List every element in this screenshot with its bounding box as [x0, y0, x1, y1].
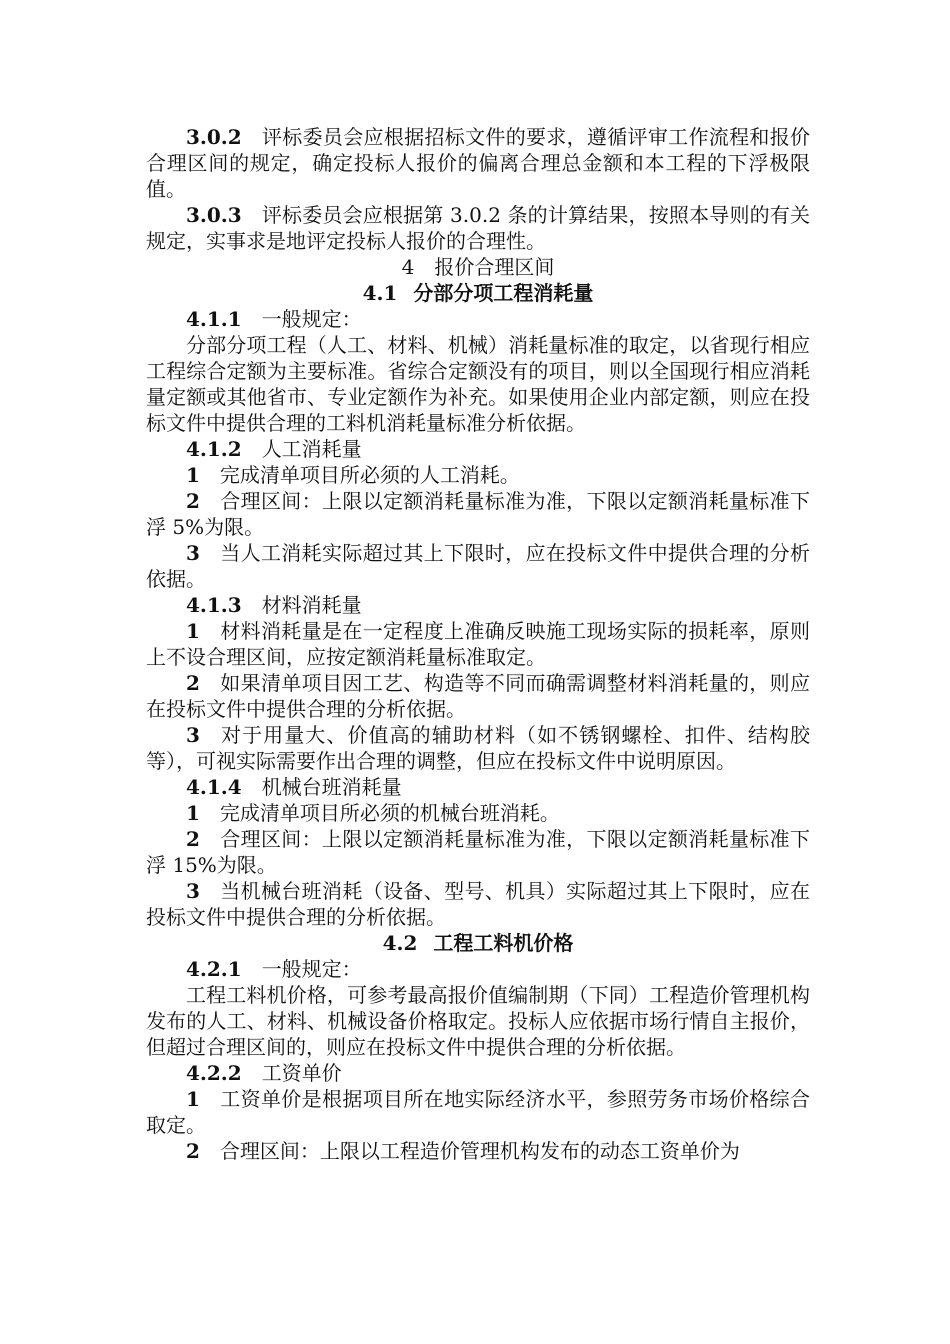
clause-text: 一般规定：: [261, 957, 362, 981]
clause-text: 完成清单项目所必须的人工消耗。: [219, 463, 520, 487]
clause-text: 材料消耗量是在一定程度上准确反映施工现场实际的损耗率，原则上不设合理区间，应按定额消耗量标准取定。: [146, 619, 810, 669]
clause-paragraph: [146, 1086, 810, 1138]
clause-text: 合理区间：上限以定额消耗量标准为准，下限以定额消耗量标准下浮 5%为限。: [146, 489, 810, 539]
clause-number: 4.2.2: [186, 1061, 242, 1085]
clause-number: 3.0.3: [186, 203, 242, 227]
clause-paragraph: [146, 332, 810, 436]
clause-text: 当机械台班消耗（设备、型号、机具）实际超过其上下限时，应在投标文件中提供合理的分析依据。: [146, 879, 810, 929]
clause-text: 材料消耗量: [261, 593, 362, 617]
clause-number: 3.0.2: [186, 125, 242, 149]
clause-paragraph: [146, 592, 810, 618]
clause-number: 3: [186, 723, 200, 747]
clause-number: 2: [186, 671, 200, 695]
clause-number: 1: [186, 619, 200, 643]
clause-paragraph: [146, 982, 810, 1060]
clause-number: 4.2.1: [186, 957, 242, 981]
clause-paragraph: [146, 826, 810, 878]
clause-text: 完成清单项目所必须的机械台班消耗。: [219, 801, 560, 825]
clause-paragraph: [146, 878, 810, 930]
clause-number: 2: [186, 827, 200, 851]
clause-text: 分部分项工程消耗量: [413, 281, 594, 305]
clause-number: 1: [186, 1087, 200, 1111]
clause-text: 合理区间：上限以定额消耗量标准为准，下限以定额消耗量标准下浮 15%为限。: [146, 827, 810, 877]
clause-paragraph: [146, 488, 810, 540]
clause-text: 工资单价是根据项目所在地实际经济水平，参照劳务市场价格综合取定。: [146, 1087, 810, 1137]
clause-number: 4.1.4: [186, 775, 242, 799]
clause-text: 报价合理区间: [434, 255, 555, 279]
clause-text: 对于用量大、价值高的辅助材料（如不锈钢螺栓、扣件、结构胶等），可视实际需要作出合理的调整，但应在投标文件中说明原因。: [146, 723, 810, 773]
clause-paragraph: [146, 722, 810, 774]
clause-text: 机械台班消耗量: [261, 775, 402, 799]
clause-paragraph: [146, 1138, 810, 1164]
clause-paragraph: [146, 202, 810, 254]
section-heading: [146, 280, 810, 306]
clause-paragraph: [146, 540, 810, 592]
clause-number: 1: [186, 801, 200, 825]
clause-paragraph: [146, 1060, 810, 1086]
clause-text: 工程工料机价格: [433, 931, 574, 955]
clause-number: 4.1: [362, 281, 398, 305]
clause-text: 工程工料机价格，可参考最高报价值编制期（下同）工程造价管理机构发布的人工、材料、机械设备价格取定。投标人应依据市场行情自主报价，但超过合理区间的，则应在投标文件中提供合理的分析依据。: [146, 983, 810, 1059]
clause-text: 当人工消耗实际超过其上下限时，应在投标文件中提供合理的分析依据。: [146, 541, 810, 591]
clause-paragraph: [146, 462, 810, 488]
clause-number: 2: [186, 489, 200, 513]
clause-number: 4.2: [382, 931, 418, 955]
clause-paragraph: [146, 670, 810, 722]
clause-paragraph: [146, 956, 810, 982]
clause-text: 工资单价: [261, 1061, 342, 1085]
clause-paragraph: [146, 800, 810, 826]
clause-text: 如果清单项目因工艺、构造等不同而确需调整材料消耗量的，则应在投标文件中提供合理的分析依据。: [146, 671, 810, 721]
clause-paragraph: [146, 436, 810, 462]
clause-number: 4.1.1: [186, 307, 242, 331]
clause-paragraph: [146, 774, 810, 800]
clause-text: 分部分项工程（人工、材料、机械）消耗量标准的取定，以省现行相应工程综合定额为主要标准。省综合定额没有的项目，则以全国现行相应消耗量定额或其他省市、专业定额作为补充。如果使用企业内部定额，则应在投标文件中提供合理的工料机消耗量标准分析依据。: [146, 333, 810, 435]
chapter-heading: [146, 254, 810, 280]
clause-number: 2: [186, 1139, 200, 1163]
clause-text: 人工消耗量: [261, 437, 362, 461]
clause-paragraph: [146, 618, 810, 670]
clause-paragraph: [146, 306, 810, 332]
clause-number: 4.1.3: [186, 593, 242, 617]
clause-text: 一般规定：: [261, 307, 362, 331]
clause-number: 4: [401, 255, 415, 279]
clause-number: 4.1.2: [186, 437, 242, 461]
clause-paragraph: [146, 124, 810, 202]
clause-number: 1: [186, 463, 200, 487]
clause-number: 3: [186, 541, 200, 565]
section-heading: [146, 930, 810, 956]
clause-text: 评标委员会应根据第 3.0.2 条的计算结果，按照本导则的有关规定，实事求是地评定投标人报价的合理性。: [146, 203, 810, 253]
document-page: [146, 124, 810, 1164]
clause-text: 合理区间：上限以工程造价管理机构发布的动态工资单价为: [219, 1139, 740, 1163]
clause-text: 评标委员会应根据招标文件的要求，遵循评审工作流程和报价合理区间的规定，确定投标人报价的偏离合理总金额和本工程的下浮极限值。: [146, 125, 810, 201]
clause-number: 3: [186, 879, 200, 903]
